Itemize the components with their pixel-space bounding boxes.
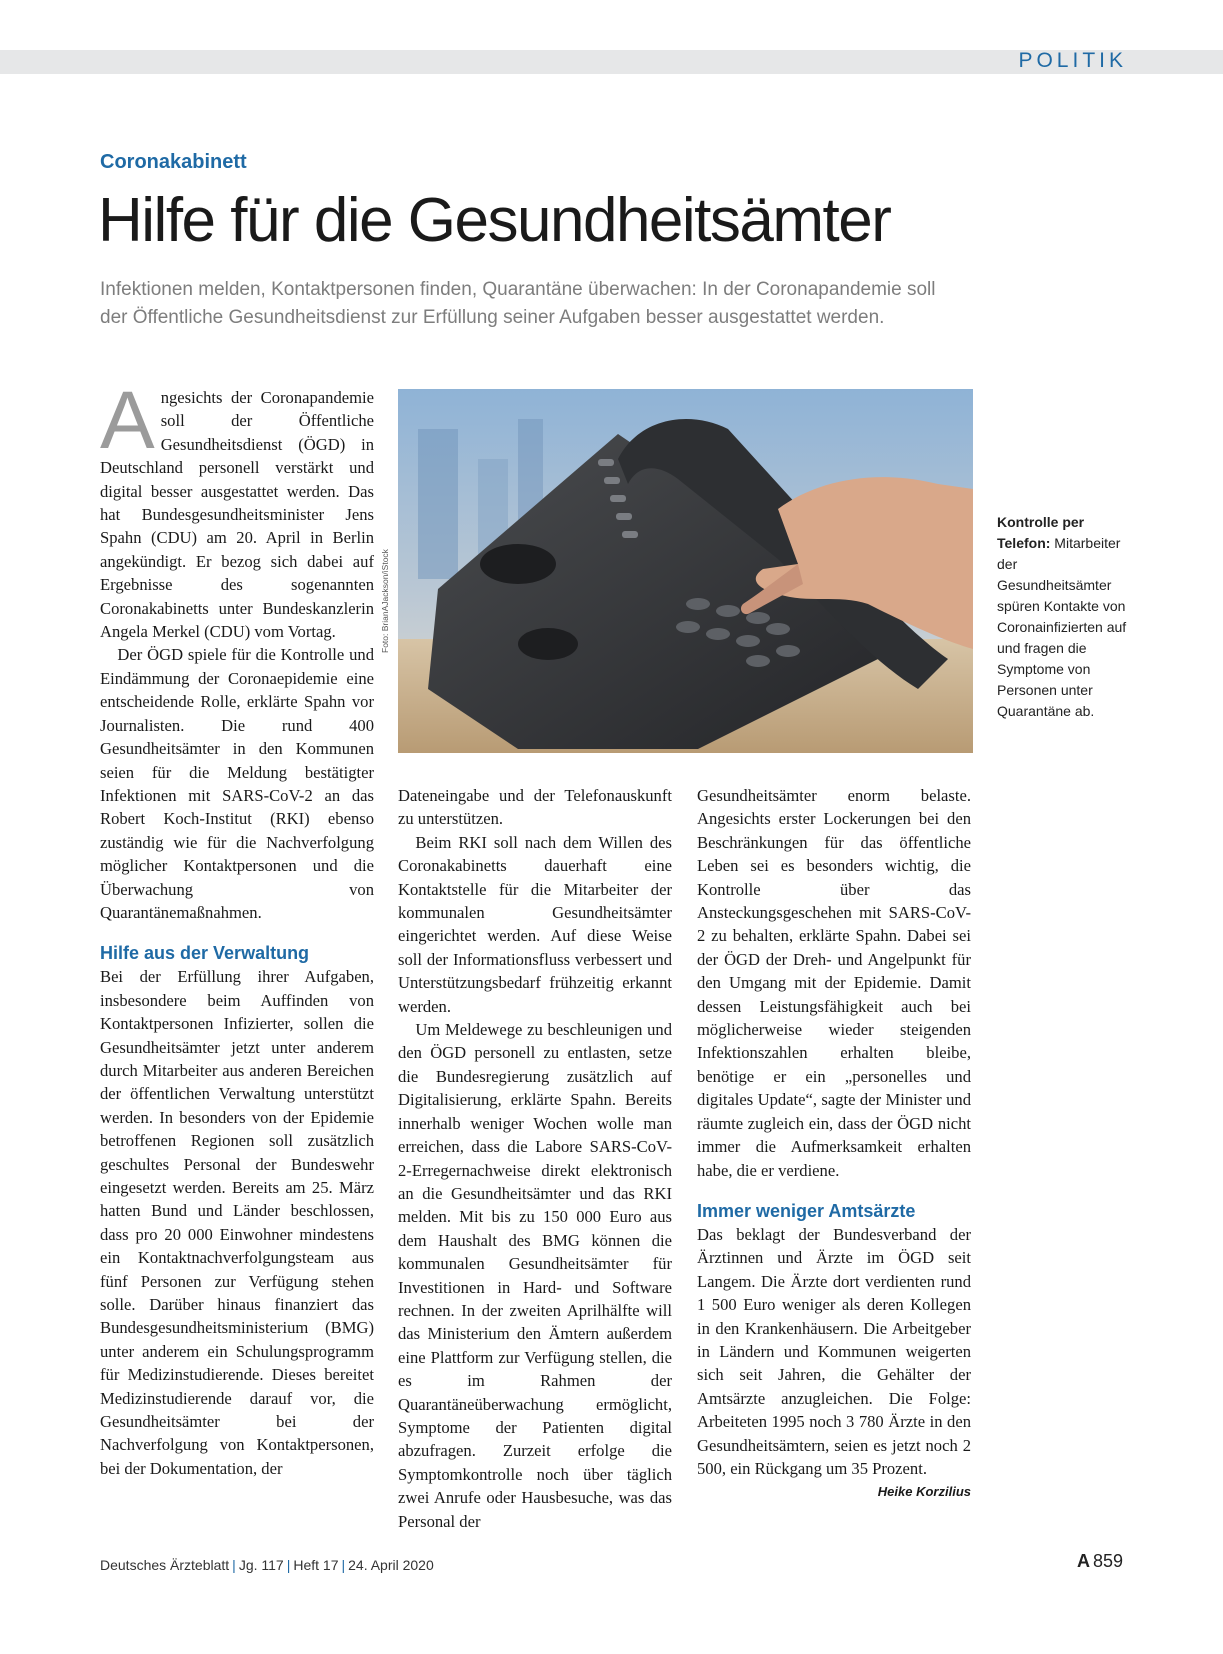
paragraph-8 bbox=[697, 1223, 971, 1500]
article-column-2 bbox=[398, 784, 672, 1533]
issue: Heft 17 bbox=[293, 1557, 339, 1573]
subheading-amtsaerzte: Immer weniger Amtsärzte bbox=[697, 1200, 916, 1221]
footer: Deutsches Ärzteblatt | Jg. 117 | Heft 17 | 24. April 2020 bbox=[100, 1557, 434, 1573]
lead-line-1: Infektionen melden, Kontaktpersonen finden, Quarantäne überwachen: In der Coronapandemie soll bbox=[100, 279, 936, 300]
volume: Jg. 117 bbox=[238, 1557, 284, 1573]
page-number-value: 859 bbox=[1092, 1551, 1123, 1571]
subheading-verwaltung: Hilfe aus der Verwaltung bbox=[100, 943, 310, 964]
paragraph-1 bbox=[100, 375, 374, 643]
journal-name: Deutsches Ärzteblatt bbox=[100, 1557, 230, 1573]
issue-date: 24. April 2020 bbox=[348, 1557, 434, 1573]
article-title: Hilfe für die Gesundheitsämter bbox=[98, 186, 891, 255]
page-prefix: A bbox=[1076, 1551, 1090, 1571]
caption-lead: Kontrolle per Telefon: bbox=[997, 514, 1085, 551]
telephone-illustration bbox=[398, 389, 973, 753]
paragraph-1-text: ngesichts der Coronapandemie soll der Öffentliche Gesundheitsdienst (ÖGD) in Deutschland personell verstärkt und digital besser ausgestattet werden. Das hat Bundesgesundheitsminister Jens Spahn (CDU) am 20. April in Berlin angekündigt. Er bezog sich dabei auf Ergebnisse des sogenannten Coronakabinetts unter Bundeskanzlerin Angela Merkel (CDU) vom Vortag. bbox=[100, 388, 374, 642]
author: Heike Korzilius bbox=[877, 1484, 971, 1500]
paragraph-5: Beim RKI soll nach dem Willen des Coronakabinetts dauerhaft eine Kontaktstelle für die Mitarbeiter der kommunalen Gesundheitsämter eingerichtet werden. Auf diese Weise soll der Informationsfluss verbessert und Unterstützungsbedarf frühzeitig erkannt werden. bbox=[398, 832, 672, 1016]
section-label: POLITIK bbox=[1018, 49, 1127, 72]
lead-line-2: der Öffentliche Gesundheitsdienst zur Erfüllung seiner Aufgaben besser ausgestattet werden. bbox=[100, 307, 885, 328]
article-column-3 bbox=[697, 784, 971, 1504]
paragraph-6: Um Meldewege zu beschleunigen und den ÖGD personell zu entlasten, setze die Bundesregierung zusätzlich auf Digitalisierung, erklärte Spahn. Bereits innerhalb weniger Wochen wolle man erreichen, dass die Labore SARS-CoV-2-Erregernachweise direkt elektronisch an die Gesundheitsämter und das RKI melden. Mit bis zu 150 000 Euro aus dem Haushalt des BMG können die kommunalen Gesundheitsämter für Investitionen in Hard- und Software rechnen. In der zweiten Aprilhälfte will das Ministerium den Ämtern außerdem eine Plattform zur Verfügung stellen, die es im Rahmen der Quarantäneüberwachung ermöglicht, Symptome der Patienten digital abzufragen. Zurzeit erfolge die Symptomkontrolle noch über täglich zwei Anrufe oder Hausbesuche, was das Personal der bbox=[398, 1020, 672, 1531]
article-kicker: Coronakabinett bbox=[100, 151, 247, 173]
page-number bbox=[1077, 1551, 1123, 1572]
caption-text: Mitarbeiter der Gesundheitsämter spüren Kontakte von Coronainfizierten auf und fragen die Symptome von Personen unter Quarantäne ab. bbox=[997, 535, 1127, 719]
drop-cap: A bbox=[100, 375, 155, 466]
article-lead bbox=[100, 276, 1000, 332]
article-photo bbox=[398, 389, 973, 753]
paragraph-7: Gesundheitsämter enorm belaste. Angesichts erster Lockerungen bei den Beschränkungen für das öffentliche Leben sei es besonders wichtig, die Kontrolle über das Ansteckungsgeschehen mit SARS-CoV-2 zu behalten, erklärte Spahn. Dabei sei der ÖGD der Dreh- und Angelpunkt für den Umgang mit der Epidemie. Damit dessen Leistungsfähigkeit auch bei möglicherweise wieder steigenden Infektionszahlen erhalten bleibe, benötige er ein „personelles und digitales Update“, sagte der Minister und räumte zugleich ein, dass der ÖGD nicht immer die Aufmerksamkeit erhalten habe, die er verdiene. bbox=[697, 786, 971, 1180]
paragraph-8-text: Das beklagt der Bundesverband der Ärztinnen und Ärzte im ÖGD seit Langem. Die Ärzte dort verdienten rund 1 500 Euro weniger als deren Kollegen in den Krankenhäusern. Die Arbeitgeber in Ländern und Kommunen weigerten sich seit Jahren, die Gehälter der Amtsärzte anzugleichen. Die Folge: Arbeiteten 1995 noch 3 780 Ärzte in den Gesundheitsämtern, seien es jetzt noch 2 500, ein Rückgang um 35 Prozent. bbox=[697, 1224, 971, 1478]
photo-caption bbox=[997, 512, 1127, 722]
photo-credit: Foto: BrianAJackson/iStock bbox=[380, 549, 390, 653]
paragraph-2: Der ÖGD spiele für die Kontrolle und Eindämmung der Coronaepidemie eine entscheidende Rolle, erklärte Spahn vor Journalisten. Die rund 400 Gesundheitsämter in den Kommunen seien für die Meldung bestätigter Infektionen mit SARS-CoV-2 an das Robert Koch-Institut (RKI) ebenso zuständig wie für die Nachverfolgung möglicher Kontaktpersonen und die Überwachung von Quarantänemaßnahmen. bbox=[100, 645, 374, 922]
paragraph-3: Bei der Erfüllung ihrer Aufgaben, insbesondere beim Auffinden von Kontaktpersonen Infizierter, sollen die Gesundheitsämter jetzt unter anderem durch Mitarbeiter aus anderen Bereichen der öffentlichen Verwaltung unterstützt werden. In besonders von der Epidemie betroffenen Regionen soll zusätzlich geschultes Personal der Bundeswehr eingesetzt werden. Bereits am 25. März hatten Bund und Länder beschlossen, dass pro 20 000 Einwohner mindestens ein Kontaktnachverfolgungsteam aus fünf Personen zur Verfügung stehen solle. Darüber hinaus finanziert das Bundesgesundheitsministerium (BMG) unter anderem ein Schulungsprogramm für Medizinstudierende. Dieses bereitet Medizinstudierende darauf vor, die Gesundheitsämter bei der Nachverfolgung von Kontaktpersonen, bei der Dokumentation, der bbox=[100, 967, 374, 1478]
paragraph-4: Dateneingabe und der Telefonauskunft zu unterstützen. bbox=[398, 786, 672, 829]
article-column-1 bbox=[100, 375, 374, 1480]
